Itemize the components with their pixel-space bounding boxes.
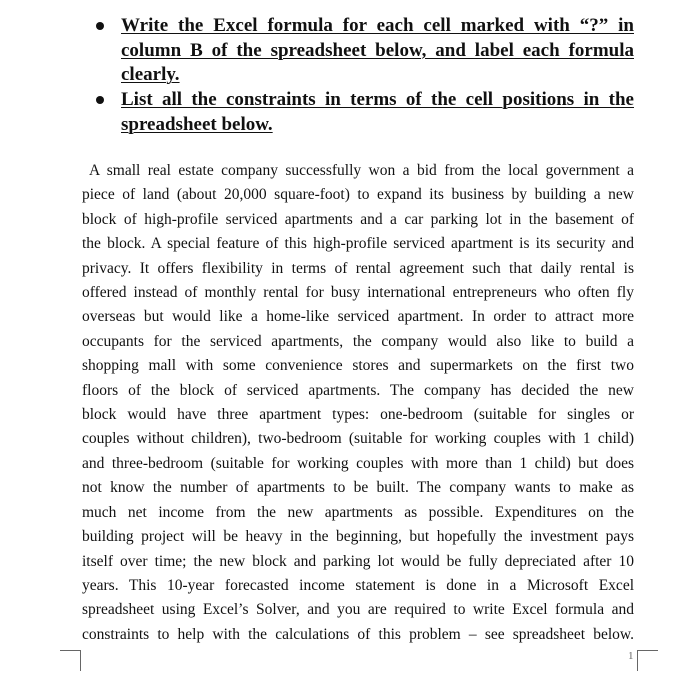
- instruction-line: column B of the spreadsheet below, and label each formula: [121, 39, 634, 61]
- instruction-text-constraints: [121, 88, 634, 137]
- paragraph-line: offered instead of monthly rental for busy international entrepreneurs who often fly: [82, 284, 634, 302]
- paragraph-line: building project will be heavy in the beginning, but hopefully the investment pays: [82, 528, 634, 546]
- page-number: 1: [628, 650, 634, 662]
- page-corner-mark-left: [60, 650, 81, 671]
- paragraph-line: and three-bedroom (suitable for working couples with more than 1 child) but does: [82, 454, 634, 472]
- problem-description: [82, 159, 634, 647]
- paragraph-line: itself over time; the new block and parking lot would be fully depreciated after 10: [82, 552, 634, 570]
- instruction-line: List all the constraints in terms of the cell positions in the: [121, 89, 634, 110]
- paragraph-line: piece of land (about 20,000 square-foot) to expand its business by building a new: [82, 186, 634, 204]
- paragraph-line: floors of the block of serviced apartments. The company has decided the new: [82, 381, 634, 399]
- instruction-line: Write the Excel formula for each cell marked with “?” in: [121, 15, 634, 36]
- paragraph-line: couples without children), two-bedroom (suitable for working couples with 1 child): [82, 430, 634, 448]
- paragraph-line: spreadsheet using Excel’s Solver, and you are required to write Excel formula and: [82, 601, 634, 619]
- paragraph-line: A small real estate company successfully won a bid from the local government a: [89, 162, 634, 179]
- paragraph-line: not know the number of apartments to be built. The company wants to make as: [82, 479, 634, 497]
- paragraph-line: years. This 10-year forecasted income statement is done in a Microsoft Excel: [82, 576, 634, 594]
- page-corner-mark-right: [637, 650, 658, 671]
- paragraph-line: the block. A special feature of this high-profile serviced apartment is its security and: [82, 235, 634, 253]
- instruction-line: clearly.: [121, 64, 180, 85]
- paragraph-line: much net income from the new apartments as possible. Expenditures on the: [82, 503, 634, 521]
- instruction-text-formula: [121, 14, 634, 88]
- instruction-line: spreadsheet below.: [121, 113, 273, 135]
- paragraph-line: block would have three apartment types: one-bedroom (suitable for singles or: [82, 406, 634, 424]
- bullet-icon: [96, 96, 104, 104]
- bullet-icon: [96, 22, 104, 30]
- paragraph-line: shopping mall with some convenience stores and supermarkets on the first two: [82, 357, 634, 375]
- paragraph-line: block of high-profile serviced apartments and a car parking lot in the basement of: [82, 210, 634, 228]
- paragraph-line: occupants for the serviced apartments, the company would also like to build a: [82, 332, 634, 350]
- paragraph-line: overseas but would like a home-like serviced apartment. In order to attract more: [82, 308, 634, 326]
- paragraph-line: constraints to help with the calculations of this problem – see spreadsheet below.: [82, 625, 634, 643]
- paragraph-line: privacy. It offers flexibility in terms of rental agreement such that daily rental is: [82, 259, 634, 277]
